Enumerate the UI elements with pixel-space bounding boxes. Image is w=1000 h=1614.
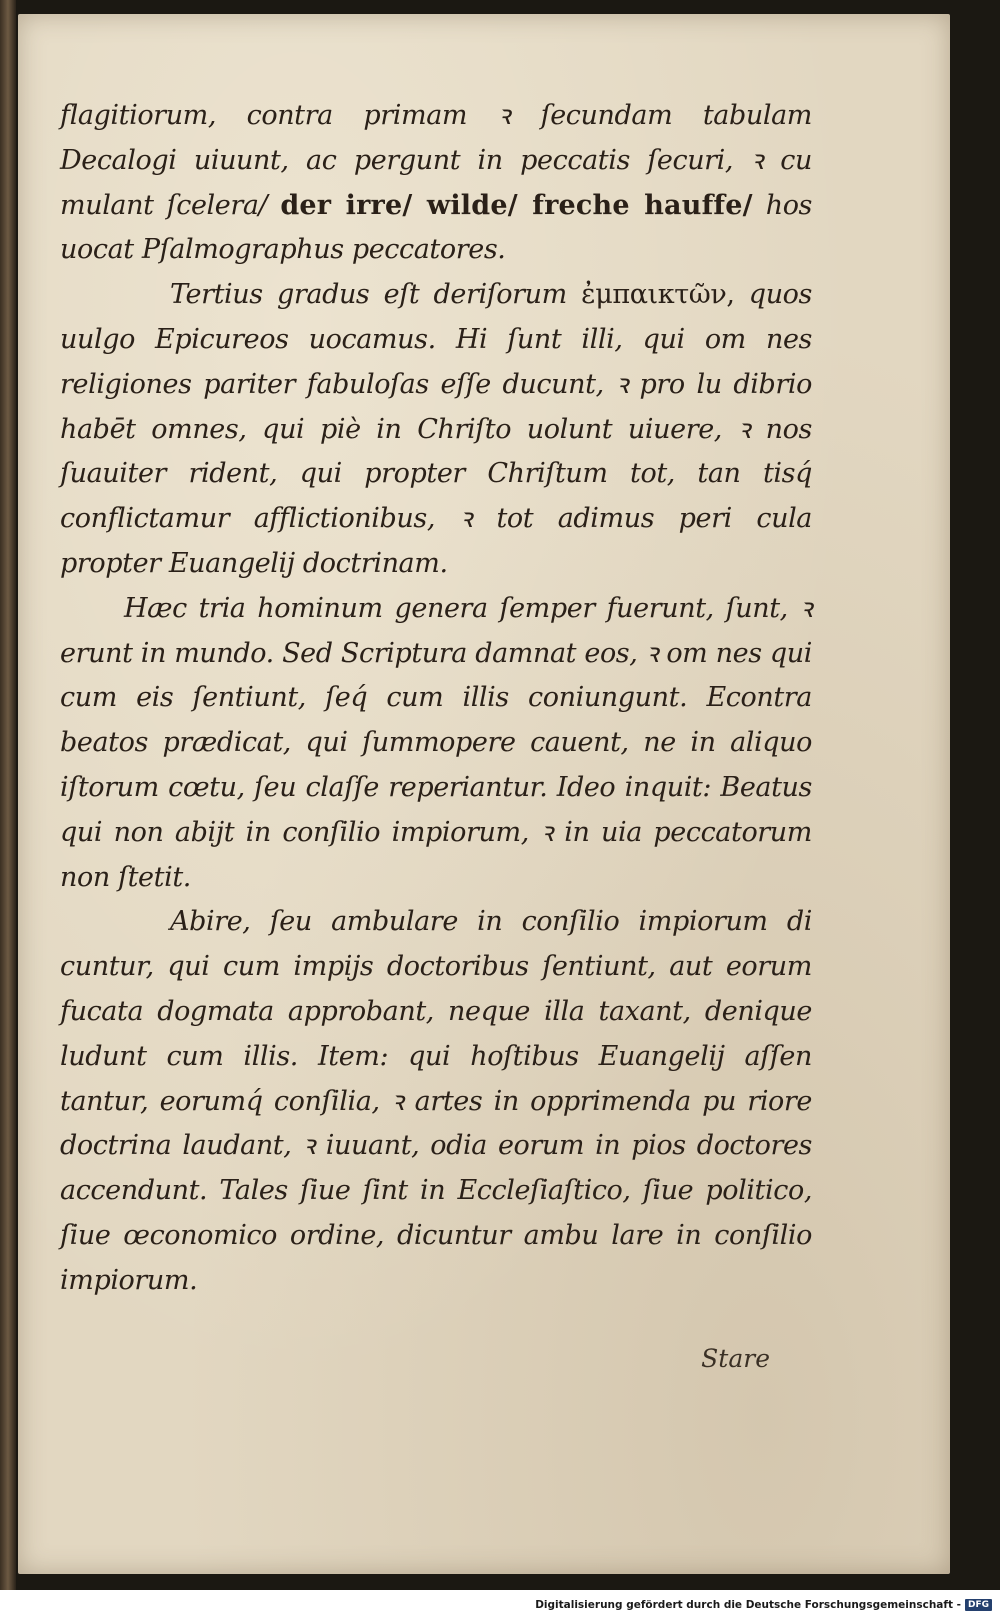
catchword: Stare — [701, 1344, 770, 1373]
paragraph-4-text: Abire, ſeu ambulare in conſilio impiorum di cuntur, qui cum impijs doctoribus ſentiunt, aut eorum fucata dogmata approbant, neque illa taxant, denique ludunt cum illis. Item: qui hoſtibus Euangelij aſſen tantur, eorumq́ conſilia, ꝛ artes in opprimenda pu riore doctrina laudant, ꝛ iuuant, odia eorum in pios doctores accendunt. Tales ſiue ſint in Eccleſiaſtico, ſiue politico, ſiue œconomico ordine, dicuntur ambu lare in conſilio impiorum. — [60, 906, 812, 1296]
paragraph-2-latin-end: quos uulgo Epicureos uocamus. Hi ſunt illi, qui om nes religiones pariter fabuloſas eſſe ducunt, ꝛ pro lu dibrio habēt omnes, qui piè in Chriſto uolunt uiuere, ꝛ nos ſuauiter rident, qui propter Chriſtum tot, tan tisq́ conflictamur afflictionibus, ꝛ tot adimus peri cula propter Euangelij doctrinam. — [60, 279, 812, 579]
dfg-logo-icon: DFG — [965, 1599, 992, 1611]
paragraph-2 — [60, 273, 812, 587]
paragraph-3 — [60, 587, 812, 901]
paragraph-1-latin: flagitiorum, contra primam ꝛ ſecundam tabulam Decalogi uiuunt, ac pergunt in peccatis ſecuri, ꝛ cu mulant ſcelera/ — [60, 100, 812, 221]
paragraph-3-text: Hæc tria hominum genera ſemper fuerunt, ſunt, ꝛ erunt in mundo. Sed Scriptura damnat eos, ꝛ om nes qui cum eis ſentiunt, ſeq́ cum illis coniungunt. Econtra beatos prædicat, qui ſummopere cauent, ne in aliquo iſtorum cœtu, ſeu claſſe reperiantur. Ideo inquit: Beatus qui non abijt in conſilio impiorum, ꝛ in uia peccatorum non ſtetit. — [60, 592, 812, 893]
paragraph-1-latin-end: hos uocat Pſalmographus peccatores. — [60, 189, 813, 266]
paragraph-1-german: der irre/ wilde/ freche hauffe/ — [280, 189, 753, 221]
page-text — [60, 94, 812, 1304]
paragraph-4 — [60, 900, 812, 1303]
credit-text: Digitalisierung gefördert durch die Deutsche Forschungsgemeinschaft - — [535, 1599, 961, 1611]
book-binding-edge — [0, 0, 16, 1590]
paragraph-1 — [60, 94, 812, 273]
paragraph-2-latin: Tertius gradus eſt deriſorum — [170, 279, 582, 311]
book-page — [18, 14, 950, 1574]
digitization-credit — [535, 1599, 992, 1611]
paragraph-2-greek: ἐμπαικτῶν, — [581, 279, 735, 311]
